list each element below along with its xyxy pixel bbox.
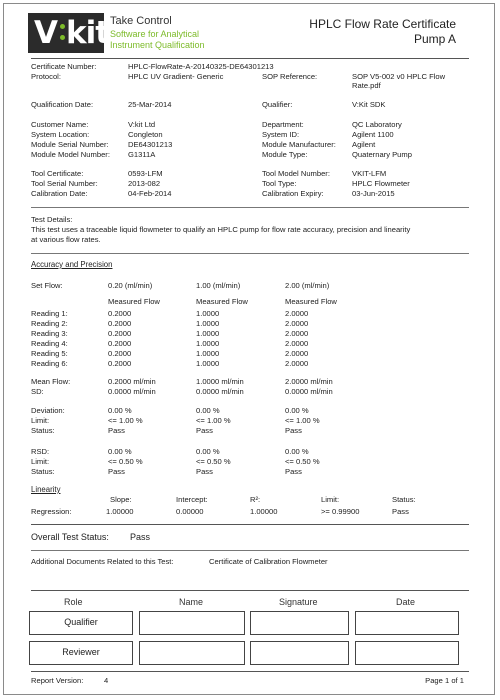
- status-label: Status:: [31, 426, 55, 435]
- vkit-logo: [28, 13, 110, 53]
- tool-type: HPLC Flowmeter: [352, 179, 410, 188]
- module-type: Quaternary Pump: [352, 150, 412, 159]
- module-manufacturer-label: Module Manufacturer:: [262, 140, 336, 149]
- role-column-header: Role: [64, 597, 83, 607]
- protocol-label: Protocol:: [31, 72, 61, 81]
- deviation-limit: <= 1.00 %: [108, 416, 143, 425]
- document-subtitle: Pump A: [413, 32, 456, 46]
- module-serial: DE64301213: [128, 140, 173, 149]
- measured-flow-header: Measured Flow: [196, 297, 248, 306]
- deviation-status: Pass: [285, 426, 302, 435]
- reading-value: 0.2000: [108, 329, 132, 338]
- tagline-line-2: Instrument Qualification: [110, 40, 205, 50]
- rsd-limit: <= 0.50 %: [285, 457, 320, 466]
- document-title: HPLC Flow Rate Certificate: [309, 17, 456, 31]
- system-location: Congleton: [128, 130, 163, 139]
- linearity-limit-label: Limit:: [321, 495, 340, 504]
- accuracy-precision-heading: Accuracy and Precision: [31, 260, 113, 269]
- sop-reference-line-1: SOP V5-002 v0 HPLC Flow: [352, 72, 446, 81]
- linearity-status-value: Pass: [392, 507, 409, 516]
- reviewer-role-label: Reviewer: [62, 647, 100, 657]
- logo-colon-dot: [60, 35, 65, 40]
- reading-label: Reading 5:: [31, 349, 68, 358]
- intercept-value: 0.00000: [176, 507, 204, 516]
- reading-value: 0.2000: [108, 339, 132, 348]
- module-manufacturer: Agilent: [352, 140, 376, 149]
- reading-value: 2.0000: [285, 329, 309, 338]
- mean-flow-value: 2.0000 ml/min: [285, 377, 333, 386]
- reading-value: 1.0000: [196, 349, 220, 358]
- intercept-label: Intercept:: [176, 495, 208, 504]
- deviation-limit: <= 1.00 %: [285, 416, 320, 425]
- set-flow-label: Set Flow:: [31, 281, 63, 290]
- reading-value: 0.2000: [108, 359, 132, 368]
- reading-label: Reading 2:: [31, 319, 68, 328]
- deviation-value: 0.00 %: [196, 406, 220, 415]
- section-divider: [31, 524, 469, 525]
- logo-text-kit: kit: [66, 15, 110, 51]
- qualifier-name-field[interactable]: [139, 611, 245, 635]
- rsd-value: 0.00 %: [108, 447, 132, 456]
- reading-value: 1.0000: [196, 359, 220, 368]
- reading-value: 0.2000: [108, 349, 132, 358]
- additional-documents-label: Additional Documents Related to this Test:: [31, 557, 174, 566]
- module-model: G1311A: [128, 150, 156, 159]
- reading-value: 2.0000: [285, 319, 309, 328]
- rsd-label: RSD:: [31, 447, 50, 456]
- header-divider: [31, 58, 469, 59]
- protocol-value: HPLC UV Gradient- Generic: [128, 72, 224, 81]
- qualifier-value: V:Kit SDK: [352, 100, 386, 109]
- certificate-number: HPLC-FlowRate-A-20140325-DE64301213: [128, 62, 274, 71]
- reading-label: Reading 1:: [31, 309, 68, 318]
- signature-column-header: Signature: [279, 597, 318, 607]
- footer-divider: [31, 671, 469, 672]
- limit-label: Limit:: [31, 457, 50, 466]
- set-flow-value: 2.00 (ml/min): [285, 281, 330, 290]
- customer-name: V:kit Ltd: [128, 120, 156, 129]
- report-version-value: 4: [104, 676, 109, 685]
- measured-flow-header: Measured Flow: [285, 297, 337, 306]
- tool-serial-label: Tool Serial Number:: [31, 179, 98, 188]
- calibration-date: 04-Feb-2014: [128, 189, 172, 198]
- rsd-value: 0.00 %: [196, 447, 220, 456]
- sd-label: SD:: [31, 387, 44, 396]
- tool-certificate-label: Tool Certificate:: [31, 169, 84, 178]
- reading-value: 2.0000: [285, 339, 309, 348]
- deviation-value: 0.00 %: [108, 406, 132, 415]
- reading-value: 2.0000: [285, 309, 309, 318]
- rsd-limit: <= 0.50 %: [108, 457, 143, 466]
- reading-label: Reading 4:: [31, 339, 68, 348]
- module-type-label: Module Type:: [262, 150, 308, 159]
- certificate-number-label: Certificate Number:: [31, 62, 97, 71]
- reading-value: 1.0000: [196, 339, 220, 348]
- section-divider: [31, 550, 469, 551]
- calibration-expiry: 03-Jun-2015: [352, 189, 395, 198]
- overall-status-value: Pass: [130, 532, 151, 542]
- mean-flow-value: 1.0000 ml/min: [196, 377, 244, 386]
- reading-value: 1.0000: [196, 309, 220, 318]
- qualification-date: 25-Mar-2014: [128, 100, 172, 109]
- linearity-limit-value: >= 0.99900: [321, 507, 360, 516]
- reading-value: 2.0000: [285, 359, 309, 368]
- slope-label: Slope:: [110, 495, 132, 504]
- test-details-line-2: at various flow rates.: [31, 235, 101, 244]
- module-model-label: Module Model Number:: [31, 150, 110, 159]
- tool-serial: 2013-082: [128, 179, 161, 188]
- r-squared-label: R²:: [250, 495, 261, 504]
- section-divider: [31, 590, 469, 591]
- rsd-status: Pass: [196, 467, 213, 476]
- additional-documents-value: Certificate of Calibration Flowmeter: [209, 557, 328, 566]
- reading-value: 0.2000: [108, 309, 132, 318]
- test-details-line-1: This test uses a traceable liquid flowmeter to qualify an HPLC pump for flow rate accuracy, precision and linearity: [31, 225, 411, 234]
- reading-value: 2.0000: [285, 349, 309, 358]
- logo-letter-v: V: [34, 15, 57, 51]
- section-divider: [31, 253, 469, 254]
- report-version-label: Report Version:: [31, 676, 84, 685]
- module-serial-label: Module Serial Number:: [31, 140, 109, 149]
- deviation-label: Deviation:: [31, 406, 65, 415]
- certificate-page: [3, 3, 495, 695]
- r-squared-value: 1.00000: [250, 507, 278, 516]
- reading-value: 1.0000: [196, 319, 220, 328]
- department-label: Department:: [262, 120, 304, 129]
- logo-colon-dot: [60, 24, 65, 29]
- reading-value: 1.0000: [196, 329, 220, 338]
- calibration-date-label: Calibration Date:: [31, 189, 88, 198]
- system-location-label: System Location:: [31, 130, 90, 139]
- sd-value: 0.0000 ml/min: [285, 387, 333, 396]
- mean-flow-value: 0.2000 ml/min: [108, 377, 156, 386]
- department-value: QC Laboratory: [352, 120, 402, 129]
- linearity-status-label: Status:: [392, 495, 416, 504]
- tool-certificate: 0593-LFM: [128, 169, 163, 178]
- deviation-status: Pass: [196, 426, 213, 435]
- qualifier-role-cell: [29, 611, 133, 635]
- linearity-heading: Linearity: [31, 485, 61, 494]
- section-divider: [31, 207, 469, 208]
- mean-flow-label: Mean Flow:: [31, 377, 71, 386]
- tagline-title: Take Control: [110, 15, 172, 27]
- set-flow-value: 1.00 (ml/min): [196, 281, 241, 290]
- rsd-limit: <= 0.50 %: [196, 457, 231, 466]
- rsd-status: Pass: [285, 467, 302, 476]
- reviewer-role-cell: [29, 641, 133, 665]
- page-number: Page 1 of 1: [425, 676, 464, 685]
- sd-value: 0.0000 ml/min: [196, 387, 244, 396]
- reviewer-signature-field[interactable]: [250, 641, 349, 665]
- tool-model: VKIT-LFM: [352, 169, 387, 178]
- tool-model-label: Tool Model Number:: [262, 169, 330, 178]
- rsd-value: 0.00 %: [285, 447, 309, 456]
- date-column-header: Date: [396, 597, 416, 607]
- qualifier-date-field[interactable]: [355, 611, 459, 635]
- reviewer-name-field[interactable]: [139, 641, 245, 665]
- system-id: Agilent 1100: [352, 130, 394, 139]
- test-details-heading: Test Details:: [31, 215, 73, 224]
- qualifier-signature-field[interactable]: [250, 611, 349, 635]
- reviewer-date-field[interactable]: [355, 641, 459, 665]
- slope-value: 1.00000: [106, 507, 134, 516]
- name-column-header: Name: [179, 597, 204, 607]
- qualification-date-label: Qualification Date:: [31, 100, 94, 109]
- overall-status-label: Overall Test Status:: [31, 532, 109, 542]
- reading-value: 0.2000: [108, 319, 132, 328]
- regression-label: Regression:: [31, 507, 72, 516]
- customer-name-label: Customer Name:: [31, 120, 89, 129]
- system-id-label: System ID:: [262, 130, 300, 139]
- sop-reference-line-2: Rate.pdf: [352, 81, 381, 90]
- sop-reference-label: SOP Reference:: [262, 72, 318, 81]
- deviation-limit: <= 1.00 %: [196, 416, 231, 425]
- reading-label: Reading 3:: [31, 329, 68, 338]
- measured-flow-header: Measured Flow: [108, 297, 160, 306]
- limit-label: Limit:: [31, 416, 50, 425]
- reading-label: Reading 6:: [31, 359, 68, 368]
- tagline-line-1: Software for Analytical: [110, 29, 200, 39]
- rsd-status: Pass: [108, 467, 125, 476]
- tool-type-label: Tool Type:: [262, 179, 297, 188]
- status-label: Status:: [31, 467, 55, 476]
- calibration-expiry-label: Calibration Expiry:: [262, 189, 324, 198]
- deviation-status: Pass: [108, 426, 125, 435]
- sd-value: 0.0000 ml/min: [108, 387, 156, 396]
- set-flow-value: 0.20 (ml/min): [108, 281, 153, 290]
- qualifier-role-label: Qualifier: [64, 617, 98, 627]
- qualifier-label: Qualifier:: [262, 100, 293, 109]
- deviation-value: 0.00 %: [285, 406, 309, 415]
